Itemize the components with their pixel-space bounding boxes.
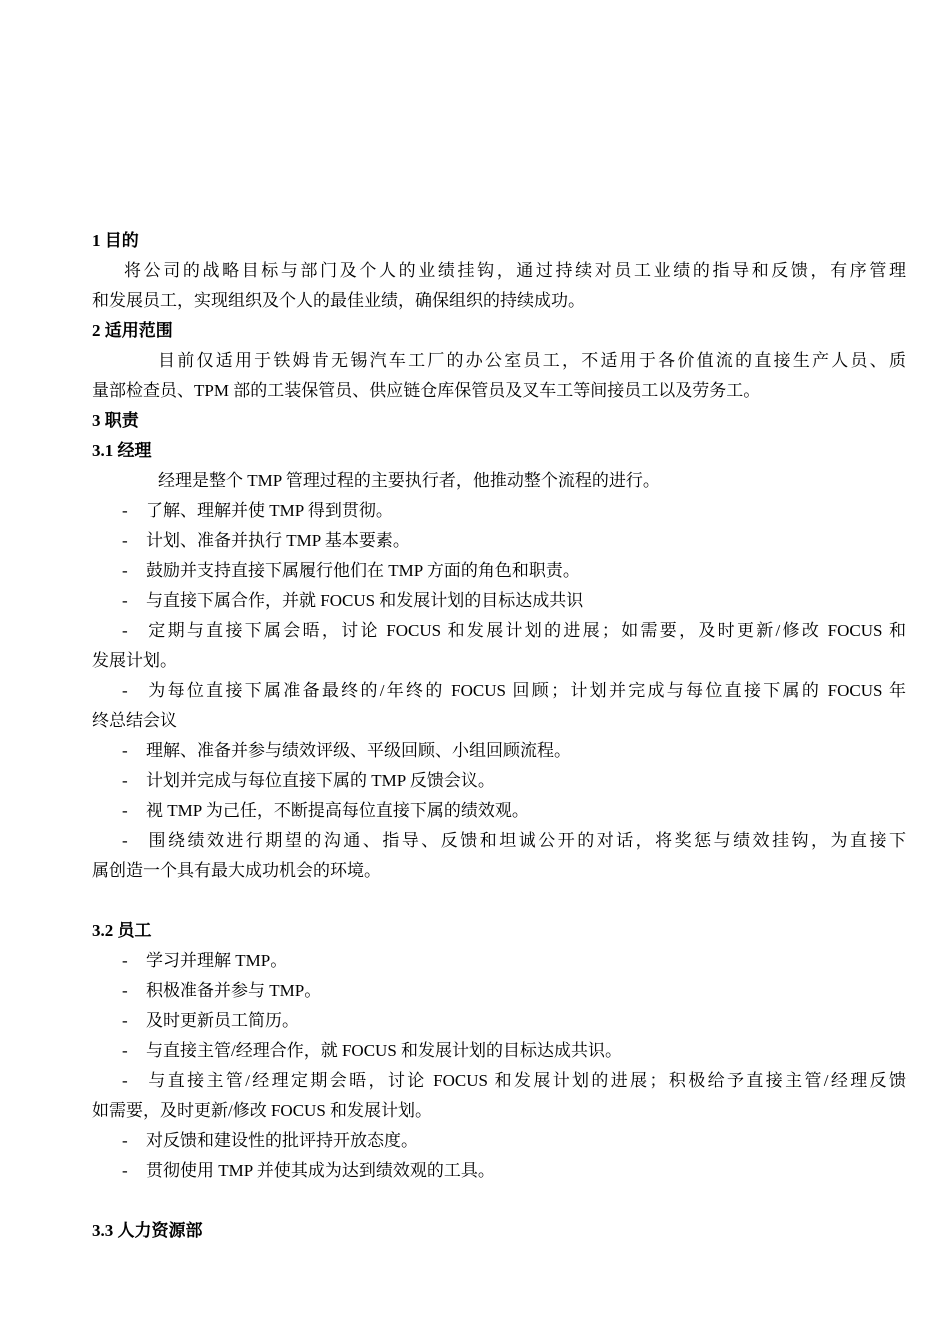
list-item bbox=[92, 796, 906, 826]
list-item-text: 围绕绩效进行期望的沟通、指导、反馈和坦诚公开的对话，将奖惩与绩效挂钩，为直接下 bbox=[146, 831, 906, 850]
list-item bbox=[92, 676, 906, 706]
list-item bbox=[92, 586, 906, 616]
list-item-text: 理解、准备并参与绩效评级、平级回顾、小组回顾流程。 bbox=[146, 741, 571, 760]
bullet-dash: - bbox=[122, 801, 128, 820]
section-3-2-heading: 3.2 员工 bbox=[92, 921, 152, 940]
bullet-dash: - bbox=[122, 591, 128, 610]
paragraph-line: 目前仅适用于铁姆肯无锡汽车工厂的办公室员工，不适用于各价值流的直接生产人员、质 bbox=[158, 351, 906, 370]
document-page bbox=[92, 226, 906, 1246]
list-item bbox=[92, 946, 906, 976]
list-item-text: 了解、理解并使 TMP 得到贯彻。 bbox=[146, 501, 393, 520]
paragraph-line: 终总结会议 bbox=[92, 711, 177, 730]
bullet-dash: - bbox=[122, 1131, 128, 1150]
bullet-dash: - bbox=[122, 531, 128, 550]
list-item-text: 鼓励并支持直接下属履行他们在 TMP 方面的角色和职责。 bbox=[146, 561, 580, 580]
list-item-text: 视 TMP 为己任，不断提高每位直接下属的绩效观。 bbox=[146, 801, 529, 820]
list-item bbox=[92, 496, 906, 526]
list-item bbox=[92, 1156, 906, 1186]
list-item bbox=[92, 526, 906, 556]
list-item-text: 与直接主管/经理合作，就 FOCUS 和发展计划的目标达成共识。 bbox=[146, 1041, 623, 1060]
bullet-dash: - bbox=[122, 831, 128, 850]
paragraph-line: 和发展员工，实现组织及个人的最佳业绩，确保组织的持续成功。 bbox=[92, 291, 585, 310]
list-item-text: 及时更新员工简历。 bbox=[146, 1011, 299, 1030]
section-3-heading: 3 职责 bbox=[92, 411, 139, 430]
list-item-text: 计划、准备并执行 TMP 基本要素。 bbox=[146, 531, 410, 550]
bullet-dash: - bbox=[122, 741, 128, 760]
paragraph-line: 经理是整个 TMP 管理过程的主要执行者，他推动整个流程的进行。 bbox=[158, 471, 660, 490]
section-1-heading: 1 目的 bbox=[92, 231, 139, 250]
paragraph-line: 属创造一个具有最大成功机会的环境。 bbox=[92, 861, 381, 880]
paragraph-line: 量部检查员、TPM 部的工装保管员、供应链仓库保管员及叉车工等间接员工以及劳务工。 bbox=[92, 381, 761, 400]
list-item-text: 对反馈和建设性的批评持开放态度。 bbox=[146, 1131, 418, 1150]
list-item bbox=[92, 616, 906, 646]
list-item bbox=[92, 1126, 906, 1156]
list-item-text: 与直接下属合作，并就 FOCUS 和发展计划的目标达成共识 bbox=[146, 591, 584, 610]
list-item bbox=[92, 556, 906, 586]
list-item bbox=[92, 766, 906, 796]
section-3-3-heading: 3.3 人力资源部 bbox=[92, 1221, 203, 1240]
bullet-dash: - bbox=[122, 621, 128, 640]
list-item bbox=[92, 976, 906, 1006]
bullet-dash: - bbox=[122, 771, 128, 790]
paragraph-line: 将公司的战略目标与部门及个人的业绩挂钩，通过持续对员工业绩的指导和反馈，有序管理 bbox=[124, 261, 906, 280]
bullet-dash: - bbox=[122, 561, 128, 580]
bullet-dash: - bbox=[122, 501, 128, 520]
list-item-text: 为每位直接下属准备最终的/年终的 FOCUS 回顾；计划并完成与每位直接下属的 FOCUS 年 bbox=[146, 681, 906, 700]
bullet-dash: - bbox=[122, 1071, 128, 1090]
list-item bbox=[92, 826, 906, 856]
list-item-text: 学习并理解 TMP。 bbox=[146, 951, 288, 970]
paragraph-line: 发展计划。 bbox=[92, 651, 177, 670]
bullet-dash: - bbox=[122, 1161, 128, 1180]
section-3-1-heading: 3.1 经理 bbox=[92, 441, 152, 460]
bullet-dash: - bbox=[122, 681, 128, 700]
list-item-text: 定期与直接下属会晤，讨论 FOCUS 和发展计划的进展；如需要，及时更新/修改 FOCUS 和 bbox=[146, 621, 906, 640]
list-item-text: 计划并完成与每位直接下属的 TMP 反馈会议。 bbox=[146, 771, 495, 790]
bullet-dash: - bbox=[122, 981, 128, 1000]
paragraph-line: 如需要，及时更新/修改 FOCUS 和发展计划。 bbox=[92, 1101, 433, 1120]
list-item bbox=[92, 1066, 906, 1096]
bullet-dash: - bbox=[122, 1011, 128, 1030]
list-item-text: 贯彻使用 TMP 并使其成为达到绩效观的工具。 bbox=[146, 1161, 495, 1180]
list-item-text: 与直接主管/经理定期会晤，讨论 FOCUS 和发展计划的进展；积极给予直接主管/经理反馈 bbox=[146, 1071, 906, 1090]
list-item bbox=[92, 1006, 906, 1036]
list-item bbox=[92, 736, 906, 766]
bullet-dash: - bbox=[122, 951, 128, 970]
blank-line bbox=[92, 1186, 906, 1216]
blank-line bbox=[92, 886, 906, 916]
list-item-text: 积极准备并参与 TMP。 bbox=[146, 981, 322, 1000]
bullet-dash: - bbox=[122, 1041, 128, 1060]
section-2-heading: 2 适用范围 bbox=[92, 321, 173, 340]
list-item bbox=[92, 1036, 906, 1066]
